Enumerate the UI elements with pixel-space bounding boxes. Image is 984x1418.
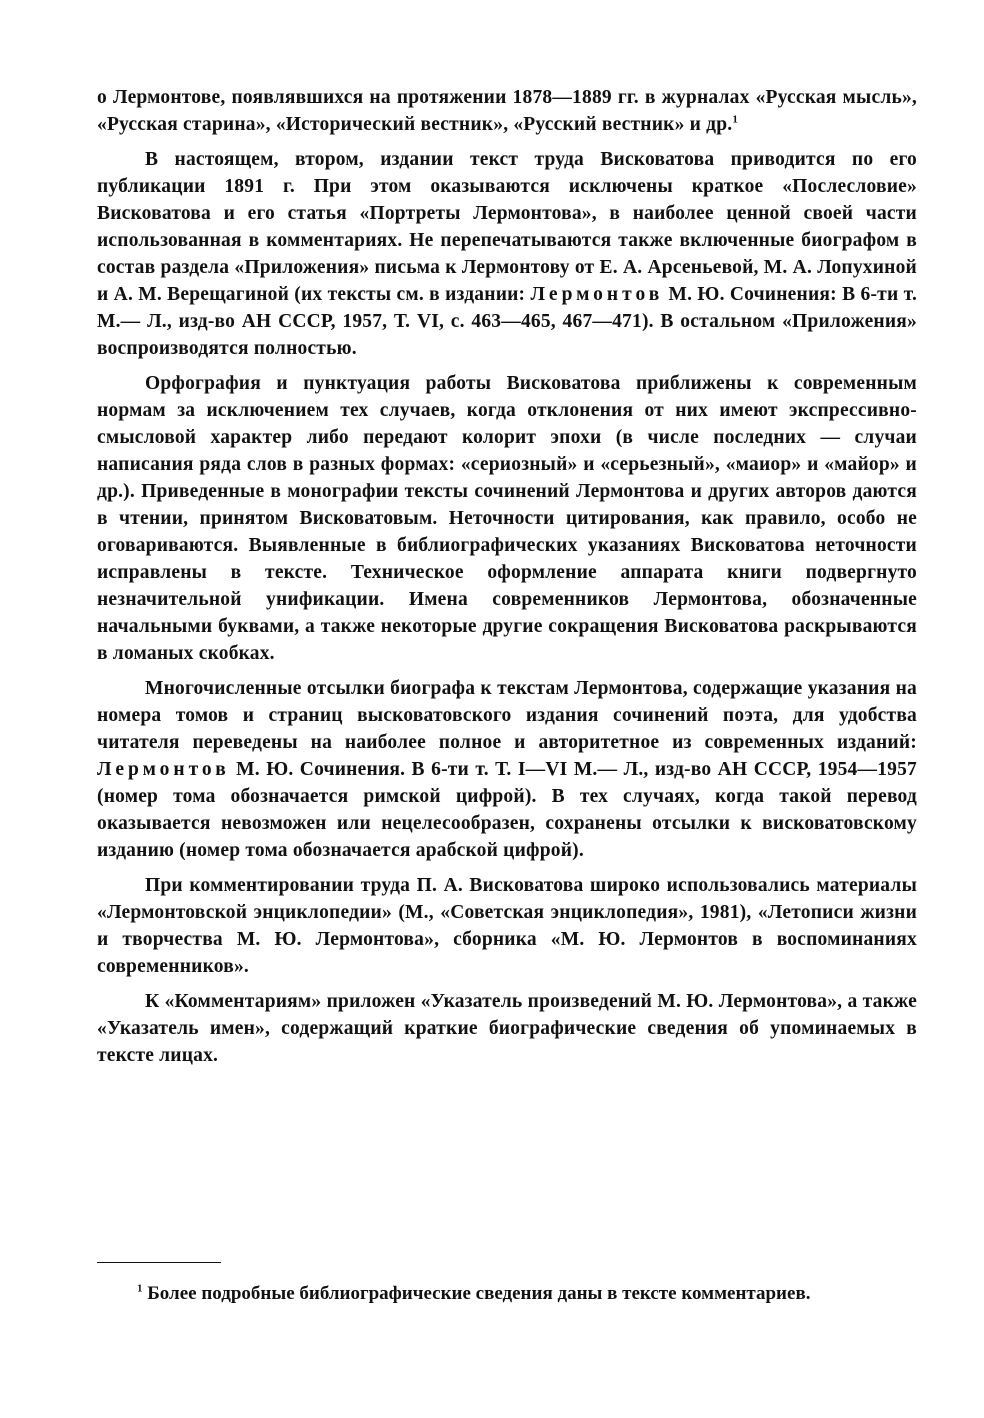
page-body (97, 84, 917, 1077)
footnote-reference: 1 (732, 113, 739, 126)
paragraph-5-text: При комментировании труда П. А. Висковатова широко использовались материалы «Лермонтовской энциклопедии» (М., «Советская энциклопедия», 1981), «Летописи жизни и творчества М. Ю. Лермонтова», сборника «М. Ю. Лермонтов в воспоминаниях современников». (97, 875, 917, 977)
paragraph-4-spaced-author: Лермонтов (97, 759, 230, 780)
paragraph-6-text: К «Комментариям» приложен «Указатель произведений М. Ю. Лермонтова», а также «Указатель имен», содержащий краткие биографические сведения об упоминаемых в тексте лицах. (97, 991, 917, 1066)
paragraph-1 (97, 84, 917, 138)
paragraph-4-text-b: М. Ю. Сочинения. В 6-ти т. Т. I—VI М.— Л., изд-во АН СССР, 1954—1957 (номер тома обозначается римской цифрой). В тех случаях, когда такой перевод оказывается невозможен или нецелесообразен, сохранены отсылки к висковатовскому изданию (номер тома обозначается арабской цифрой). (97, 759, 917, 861)
paragraph-2-text-a: В настоящем, втором, издании текст труда Висковатова приводится по его публикации 1891 г. При этом оказываются исключены краткое «Послесловие» Висковатова и его статья «Портреты Лермонтова», в наиболее ценной своей части использованная в комментариях. Не перепечатываются также включенные биографом в состав раздела «Приложения» письма к Лермонтову от Е. А. Арсеньевой, М. А. Лопухиной и А. М. Верещагиной (их тексты см. в издании: (97, 149, 917, 305)
footnote (97, 1280, 917, 1307)
paragraph-4 (97, 675, 917, 864)
paragraph-6 (97, 988, 917, 1069)
paragraph-2-text-b: М. Ю. Сочинения: В 6-ти т. М.— Л., изд-во АН СССР, 1957, Т. VI, с. 463—465, 467—471). В остальном «Приложения» воспроизводятся полностью. (97, 284, 918, 359)
paragraph-4-text-a: Многочисленные отсылки биографа к текстам Лермонтова, содержащие указания на номера томов и страниц высковатовского издания сочинений поэта, для удобства читателя переведены на наиболее полное и авторитетное из современных изданий: (97, 678, 917, 753)
footnote-mark: 1 (137, 1282, 143, 1295)
paragraph-2-spaced-author: Лермонтов (530, 284, 664, 305)
paragraph-3-text: Орфография и пунктуация работы Висковатова приближены к современным нормам за исключением тех случаев, когда отклонения от них имеют экспрессивно-смысловой характер либо передают колорит эпохи (в числе последних — случаи написания ряда слов в разных формах: «сериозный» и «серьезный», «маиор» и «майор» и др.). Приведенные в монографии тексты сочинений Лермонтова и других авторов даются в чтении, принятом Висковатовым. Неточности цитирования, как правило, особо не оговариваются. Выявленные в библиографических указаниях Висковатова неточности исправлены в тексте. Техническое оформление аппарата книги подвергнуто незначительной унификации. Имена современников Лермонтова, обозначенные начальными буквами, а также некоторые другие сокращения Висковатова раскрываются в ломаных скобках. (97, 373, 917, 664)
footnote-text: Более подробные библиографические сведения даны в тексте комментариев. (147, 1283, 811, 1304)
paragraph-3 (97, 370, 917, 667)
paragraph-5 (97, 872, 917, 980)
footnote-divider (97, 1262, 221, 1263)
paragraph-2 (97, 146, 917, 362)
paragraph-1-text: о Лермонтове, появлявшихся на протяжении 1878—1889 гг. в журналах «Русская мысль», «Русская старина», «Исторический вестник», «Русский вестник» и др. (97, 87, 917, 135)
